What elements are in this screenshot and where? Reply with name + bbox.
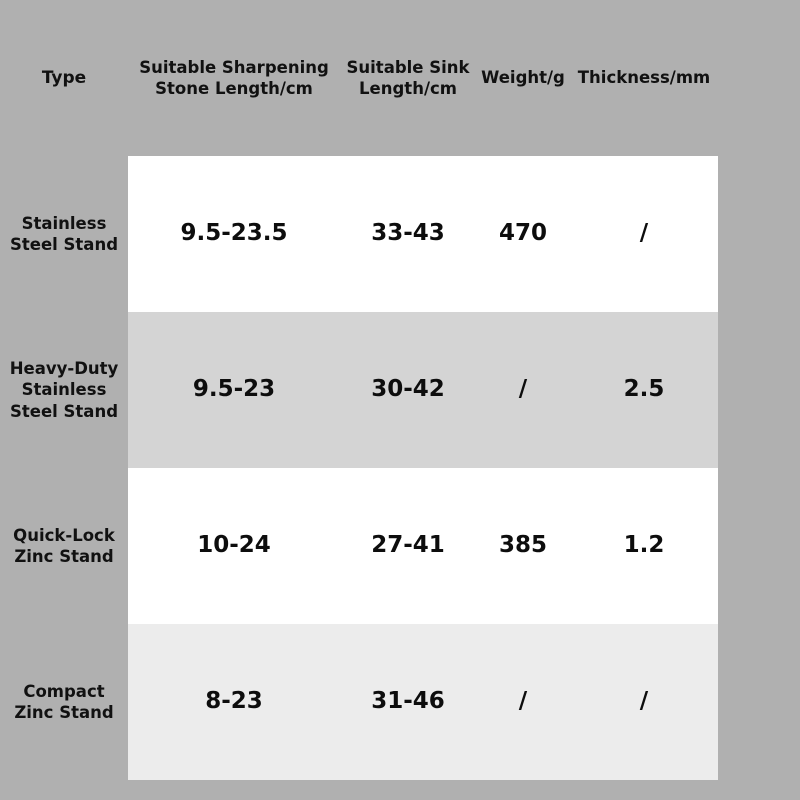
column-header-weight: Weight/g <box>476 0 570 156</box>
cell-stone-length: 9.5-23 <box>128 312 340 468</box>
cell-stone-length: 9.5-23.5 <box>128 156 340 312</box>
cell-thickness: 1.2 <box>570 468 718 624</box>
cell-sink-length: 31-46 <box>340 624 476 780</box>
column-header-type: Type <box>0 0 128 156</box>
cell-sink-length: 30-42 <box>340 312 476 468</box>
cell-sink-length: 33-43 <box>340 156 476 312</box>
row-label: Stainless Steel Stand <box>0 156 128 312</box>
cell-stone-length: 8-23 <box>128 624 340 780</box>
cell-weight: / <box>476 312 570 468</box>
cell-thickness: / <box>570 156 718 312</box>
row-label: Heavy-Duty Stainless Steel Stand <box>0 312 128 468</box>
cell-weight: 470 <box>476 156 570 312</box>
cell-sink-length: 27-41 <box>340 468 476 624</box>
column-header-sink-length: Suitable Sink Length/cm <box>340 0 476 156</box>
row-label: Compact Zinc Stand <box>0 624 128 780</box>
cell-thickness: / <box>570 624 718 780</box>
cell-weight: 385 <box>476 468 570 624</box>
cell-weight: / <box>476 624 570 780</box>
cell-thickness: 2.5 <box>570 312 718 468</box>
cell-stone-length: 10-24 <box>128 468 340 624</box>
column-header-thickness: Thickness/mm <box>570 0 718 156</box>
row-label: Quick-Lock Zinc Stand <box>0 468 128 624</box>
column-header-stone-length: Suitable Sharpening Stone Length/cm <box>128 0 340 156</box>
